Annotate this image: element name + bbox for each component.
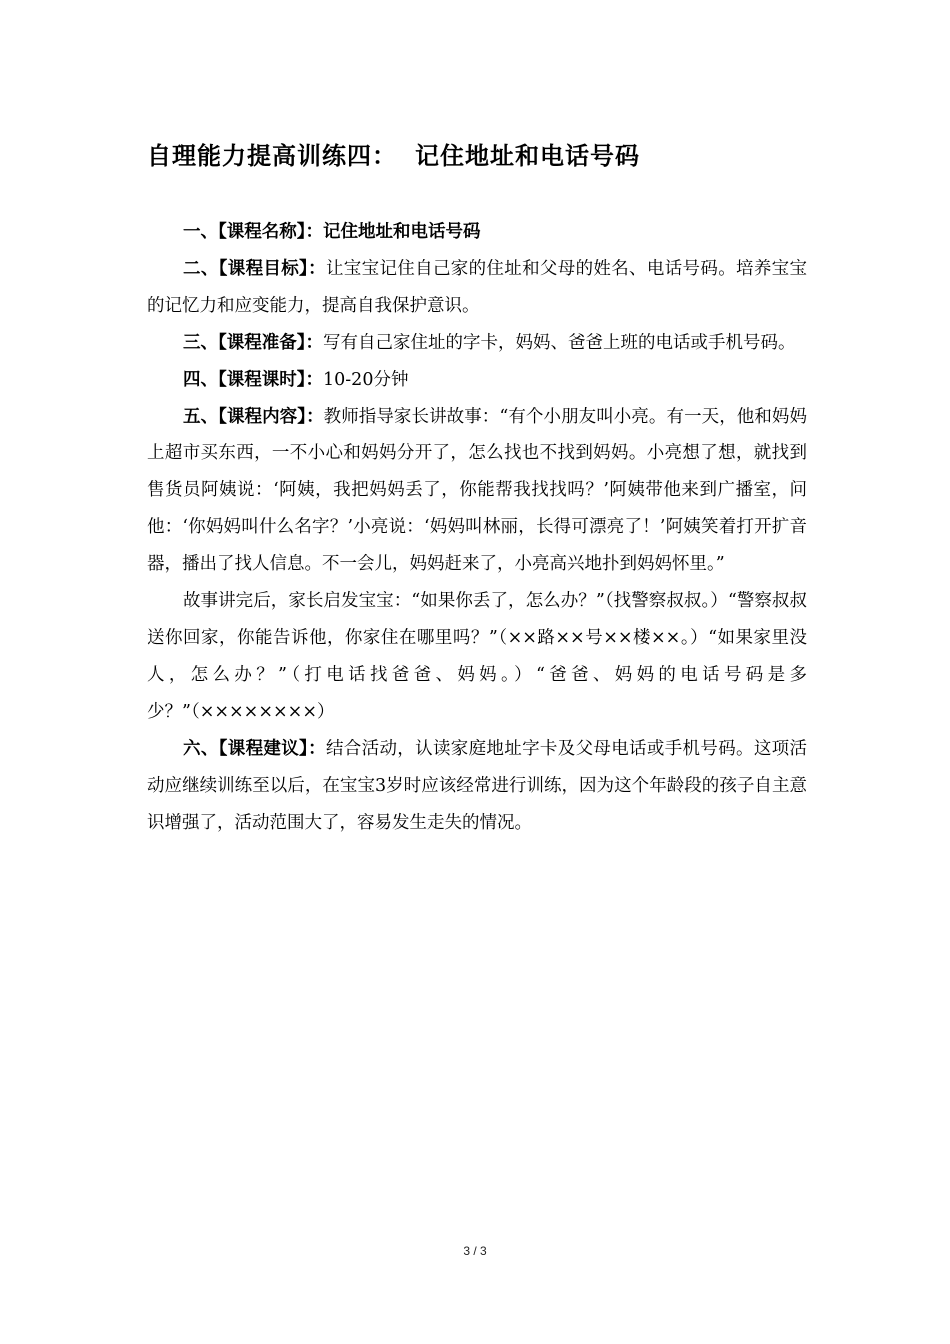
section-course-suggestion	[147, 731, 807, 842]
page-number: 3 / 3	[463, 1244, 487, 1258]
section-heading: 一、【课程名称】：	[183, 222, 323, 242]
section-text: 教师指导家长讲故事：“有个小朋友叫小亮。有一天，他和妈妈上超市买东西，一不小心和妈妈分开了，怎么找也不找到妈妈。小亮想了想，就找到售货员阿姨说：‘阿姨，我把妈妈丢了，你能帮我找找吗？’阿姨带他来到广播室，问他：‘你妈妈叫什么名字？’小亮说：‘妈妈叫林丽，长得可漂亮了！’阿姨笑着打开扩音器，播出了找人信息。不一会儿，妈妈赶来了，小亮高兴地扑到妈妈怀里。”	[147, 406, 807, 575]
document-title	[147, 136, 640, 171]
section-course-preparation	[147, 325, 807, 362]
section-course-name	[147, 214, 807, 251]
section-course-goal	[147, 251, 807, 325]
title-main: 自理能力提高训练四：	[147, 142, 397, 170]
section-course-content-followup	[147, 583, 807, 731]
section-heading: 二、【课程目标】：	[183, 258, 326, 279]
section-text: 记住地址和电话号码	[323, 222, 481, 242]
section-text: 故事讲完后，家长启发宝宝：“如果你丢了，怎么办？”（找警察叔叔。）“警察叔叔送你回家，你能告诉他，你家住在哪里吗？”（××路××号××楼××。）“如果家里没人，怎么办？”（打电话找爸爸、妈妈。）“爸爸、妈妈的电话号码是多少？”（××××××××）	[147, 591, 807, 722]
section-text: 写有自己家住址的字卡，妈妈、爸爸上班的电话或手机号码。	[323, 332, 796, 353]
section-course-content	[147, 399, 807, 584]
title-sub: 记住地址和电话号码	[415, 142, 640, 170]
section-course-duration	[147, 362, 807, 399]
section-text: 结合活动，认读家庭地址字卡及父母电话或手机号码。这项活动应继续训练至以后，在宝宝3岁时应该经常进行训练，因为这个年龄段的孩子自主意识增强了，活动范围大了，容易发生走失的情况。	[147, 738, 808, 833]
section-heading: 五、【课程内容】：	[183, 406, 324, 427]
section-text: 让宝宝记住自己家的住址和父母的姓名、电话号码。培养宝宝的记忆力和应变能力，提高自我保护意识。	[147, 258, 808, 316]
section-text: 10-20分钟	[323, 369, 409, 390]
section-heading: 六、【课程建议】：	[183, 738, 326, 759]
section-heading: 三、【课程准备】：	[183, 332, 323, 353]
section-heading: 四、【课程课时】：	[183, 369, 323, 390]
document-body	[147, 214, 807, 841]
